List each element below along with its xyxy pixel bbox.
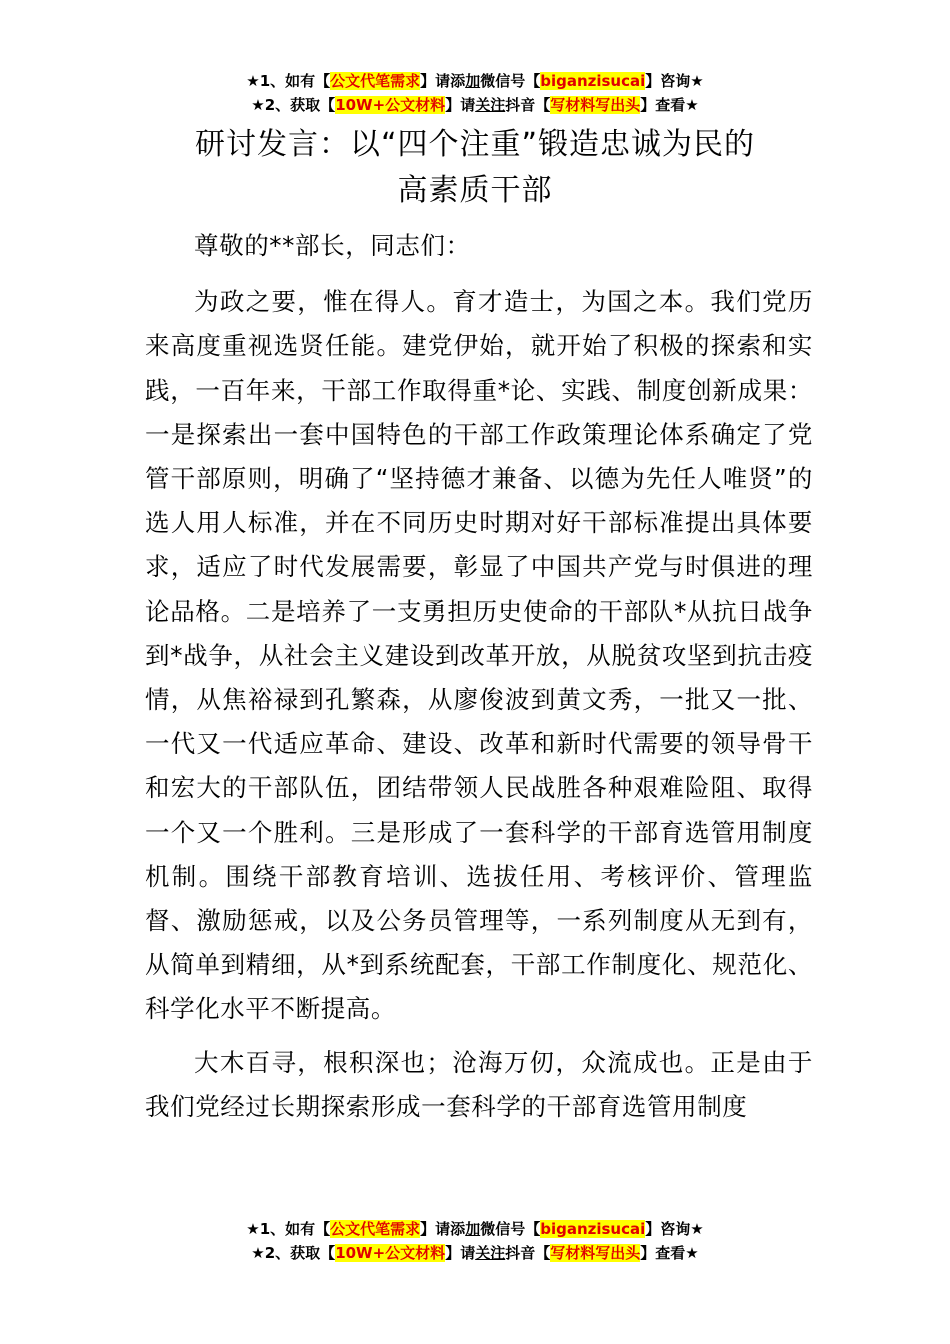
highlight-wechat-id: biganzisucai [540, 72, 646, 90]
promo-banner-top [0, 69, 950, 117]
salutation: 尊敬的**部长，同志们： [194, 231, 471, 260]
title-line-2: 高素质干部 [397, 173, 553, 208]
highlight-ghostwriting: 公文代笔需求 [330, 1220, 421, 1238]
highlight-ghostwriting: 公文代笔需求 [330, 72, 421, 90]
highlight-douyin-account: 写材料写出头 [550, 1244, 641, 1262]
highlight-materials: 10W+公文材料 [335, 96, 446, 114]
promo-line-2: ★2、获取【10W+公文材料】请关注抖音【写材料写出头】查看★ [251, 1244, 699, 1262]
highlight-materials: 10W+公文材料 [335, 1244, 446, 1262]
highlight-douyin-account: 写材料写出头 [550, 96, 641, 114]
highlight-wechat-id: biganzisucai [540, 1220, 646, 1238]
promo-line-1: ★1、如有【公文代笔需求】请添加微信号【biganzisucai】咨询★ [246, 1220, 704, 1238]
promo-line-2: ★2、获取【10W+公文材料】请关注抖音【写材料写出头】查看★ [251, 96, 699, 114]
paragraph-2: 大木百寻，根积深也；沧海万仞，众流成也。正是由于我们党经过长期探索形成一套科学的干部育选管用制度 [145, 1047, 813, 1121]
document-body [145, 224, 813, 1138]
page-title [0, 122, 950, 214]
paragraph-1: 为政之要，惟在得人。育才造士，为国之本。我们党历来高度重视选贤任能。建党伊始，就开始了积极的探索和实践，一百年来，干部工作取得重*论、实践、制度创新成果：一是探索出一套中国特色的干部工作政策理论体系确定了党管干部原则，明确了“坚持德才兼备、以德为先任人唯贤”的选人用人标准，并在不同历史时期对好干部标准提出具体要求，适应了时代发展需要，彰显了中国共产党与时俱进的理论品格。二是培养了一支勇担历史使命的干部队*从抗日战争到*战争，从社会主义建设到改革开放，从脱贫攻坚到抗击疫情，从焦裕禄到孔繁森，从廖俊波到黄文秀，一批又一批、一代又一代适应革命、建设、改革和新时代需要的领导骨干和宏大的干部队伍，团结带领人民战胜各种艰难险阻、取得一个又一个胜利。三是形成了一套科学的干部育选管用制度机制。围绕干部教育培训、选拔任用、考核评价、管理监督、激励惩戒，以及公务员管理等，一系列制度从无到有，从简单到精细，从*到系统配套，干部工作制度化、规范化、科学化水平不断提高。 [145, 287, 813, 1024]
promo-line-1: ★1、如有【公文代笔需求】请添加微信号【biganzisucai】咨询★ [246, 72, 704, 90]
title-line-1: 研讨发言：以“四个注重”锻造忠诚为民的 [194, 127, 756, 162]
promo-banner-bottom [0, 1217, 950, 1265]
